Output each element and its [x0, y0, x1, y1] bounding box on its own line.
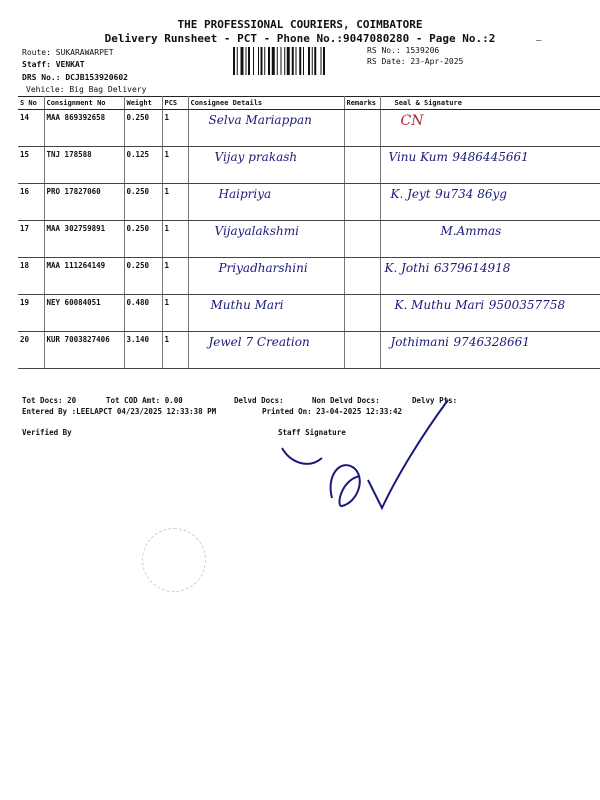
- runsheet-table: [18, 96, 600, 369]
- cell-consignee: [188, 110, 344, 147]
- cell-signature: [380, 258, 600, 295]
- cell-consignment: PRO 17827060: [44, 184, 124, 221]
- consignee-handwriting: Vijay prakash: [214, 150, 298, 164]
- phone-handwriting: 9486445661: [452, 150, 529, 164]
- barcode-bar: [296, 47, 297, 75]
- cell-consignee: [188, 295, 344, 332]
- barcode-bar: [292, 47, 294, 75]
- cell-pcs: 1: [162, 295, 188, 332]
- cell-remarks: [344, 221, 380, 258]
- table-row: [18, 221, 600, 258]
- route-label: Route: SUKARAWARPET: [22, 48, 114, 57]
- barcode-bar: [261, 47, 263, 75]
- stamp-seal: [142, 528, 206, 592]
- barcode-bar: [233, 47, 235, 75]
- signature-handwriting: Vinu Kum: [388, 150, 448, 164]
- total-docs: Tot Docs: 20: [22, 396, 77, 405]
- entered-by: Entered By :LEELAPCT 04/23/2025 12:33:38 PM: [22, 407, 217, 416]
- cell-consignee: [188, 147, 344, 184]
- col-header-signature: Seal & Signature: [380, 97, 600, 110]
- cell-signature: [380, 147, 600, 184]
- barcode-bar: [277, 47, 278, 75]
- corner-mark-icon: –: [536, 36, 542, 46]
- phone-handwriting: 9u734 86yg: [435, 187, 507, 201]
- consignee-handwriting: Vijayalakshmi: [214, 224, 299, 238]
- runsheet-subtitle: Delivery Runsheet - PCT - Phone No.:9047080280 - Page No.:2: [104, 32, 496, 45]
- cell-consignee: [188, 184, 344, 221]
- cell-weight: 3.140: [124, 332, 162, 369]
- table-row: [18, 110, 600, 147]
- cell-consignment: TNJ 178588: [44, 147, 124, 184]
- cell-consignee: [188, 258, 344, 295]
- col-header-remarks: Remarks: [344, 97, 380, 110]
- barcode-bar: [284, 47, 285, 75]
- barcode-bar: [308, 47, 310, 75]
- cell-remarks: [344, 184, 380, 221]
- cell-consignee: [188, 332, 344, 369]
- table-row: [18, 332, 600, 369]
- cell-sno: 17: [18, 221, 44, 258]
- rs-number: RS No.: 1539206: [367, 46, 440, 55]
- printed-on: Printed On: 23-04-2025 12:33:42: [262, 407, 402, 416]
- cell-remarks: [344, 258, 380, 295]
- cell-sno: 19: [18, 295, 44, 332]
- table-row: [18, 295, 600, 332]
- barcode-bar: [312, 47, 313, 75]
- barcode-bar: [272, 47, 275, 75]
- non-delivered-docs: Non Delvd Docs:: [312, 396, 380, 405]
- cell-pcs: 1: [162, 258, 188, 295]
- table-header-row: [18, 97, 600, 110]
- cell-sno: 14: [18, 110, 44, 147]
- col-header-weight: Weight: [124, 97, 162, 110]
- cell-pcs: 1: [162, 184, 188, 221]
- cell-pcs: 1: [162, 332, 188, 369]
- cell-sno: 20: [18, 332, 44, 369]
- cell-signature: [380, 332, 600, 369]
- cell-signature: [380, 110, 600, 147]
- consignee-handwriting: Muthu Mari: [210, 298, 284, 312]
- cell-sno: 16: [18, 184, 44, 221]
- barcode-bar: [323, 47, 325, 75]
- barcode-bar: [314, 47, 316, 75]
- consignee-handwriting: Selva Mariappan: [208, 113, 312, 127]
- barcode-bar: [281, 47, 282, 75]
- col-header-pcs: PCS: [162, 97, 188, 110]
- signature-handwriting: CN: [400, 113, 424, 129]
- cell-weight: 0.125: [124, 147, 162, 184]
- cell-remarks: [344, 110, 380, 147]
- barcode-bar: [258, 47, 259, 75]
- verified-by-label: Verified By: [22, 428, 72, 437]
- barcode-bar: [268, 47, 270, 75]
- rs-date: RS Date: 23-Apr-2025: [367, 57, 464, 66]
- cell-sno: 15: [18, 147, 44, 184]
- cell-sno: 18: [18, 258, 44, 295]
- col-header-consignment: Consignment No: [44, 97, 124, 110]
- barcode-bar: [241, 47, 244, 75]
- cell-consignee: [188, 221, 344, 258]
- barcode-bar: [253, 47, 254, 75]
- signature-handwriting: K. Jeyt: [390, 187, 431, 201]
- signature-handwriting: M.Ammas: [440, 224, 502, 238]
- consignee-handwriting: Priyadharshini: [218, 261, 308, 275]
- cell-remarks: [344, 332, 380, 369]
- cell-weight: 0.250: [124, 184, 162, 221]
- phone-handwriting: 9746328661: [453, 335, 530, 349]
- staff-signature-label: Staff Signature: [278, 428, 346, 437]
- table-row: [18, 258, 600, 295]
- cell-signature: [380, 295, 600, 332]
- barcode-bar: [303, 47, 304, 75]
- phone-handwriting: 6379614918: [434, 261, 511, 275]
- barcode-bar: [237, 47, 238, 75]
- cell-signature: [380, 221, 600, 258]
- table-row: [18, 147, 600, 184]
- col-header-consignee: Consignee Details: [188, 97, 344, 110]
- signature-handwriting: K. Muthu Mari: [394, 298, 485, 312]
- delivery-points: Delvy Pts:: [412, 396, 458, 405]
- cell-pcs: 1: [162, 221, 188, 258]
- barcode-bar: [287, 47, 290, 75]
- cell-consignment: MAA 869392658: [44, 110, 124, 147]
- cell-consignment: KUR 7003827406: [44, 332, 124, 369]
- cell-weight: 0.480: [124, 295, 162, 332]
- cell-weight: 0.250: [124, 221, 162, 258]
- staff-signature-scrawl: [270, 380, 470, 520]
- drs-number: DRS No.: DCJB153920602: [22, 73, 128, 82]
- barcode-bar: [246, 47, 247, 75]
- cell-pcs: 1: [162, 147, 188, 184]
- cell-consignment: MAA 111264149: [44, 258, 124, 295]
- cell-signature: [380, 184, 600, 221]
- cell-consignment: NEY 60084051: [44, 295, 124, 332]
- barcode-bar: [299, 47, 301, 75]
- total-cod-amount: Tot COD Amt: 0.00: [106, 396, 183, 405]
- consignee-handwriting: Haipriya: [218, 187, 272, 201]
- col-header-sno: S No: [18, 97, 44, 110]
- vehicle-label: Vehicle: Big Bag Delivery: [26, 85, 147, 94]
- cell-remarks: [344, 147, 380, 184]
- cell-weight: 0.250: [124, 110, 162, 147]
- signature-handwriting: K. Jothi: [384, 261, 430, 275]
- signature-handwriting: Jothimani: [390, 335, 450, 349]
- phone-handwriting: 9500357758: [488, 298, 566, 312]
- cell-consignment: MAA 302759891: [44, 221, 124, 258]
- barcode-bar: [321, 47, 322, 75]
- cell-pcs: 1: [162, 110, 188, 147]
- cell-remarks: [344, 295, 380, 332]
- barcode-bar: [248, 47, 250, 75]
- company-title: THE PROFESSIONAL COURIERS, COIMBATORE: [177, 18, 423, 31]
- cell-weight: 0.250: [124, 258, 162, 295]
- barcode-image: [233, 47, 355, 75]
- table-row: [18, 184, 600, 221]
- delivered-docs: Delvd Docs:: [234, 396, 284, 405]
- consignee-handwriting: Jewel 7 Creation: [208, 335, 310, 349]
- staff-label: Staff: VENKAT: [22, 60, 85, 69]
- barcode-bar: [264, 47, 265, 75]
